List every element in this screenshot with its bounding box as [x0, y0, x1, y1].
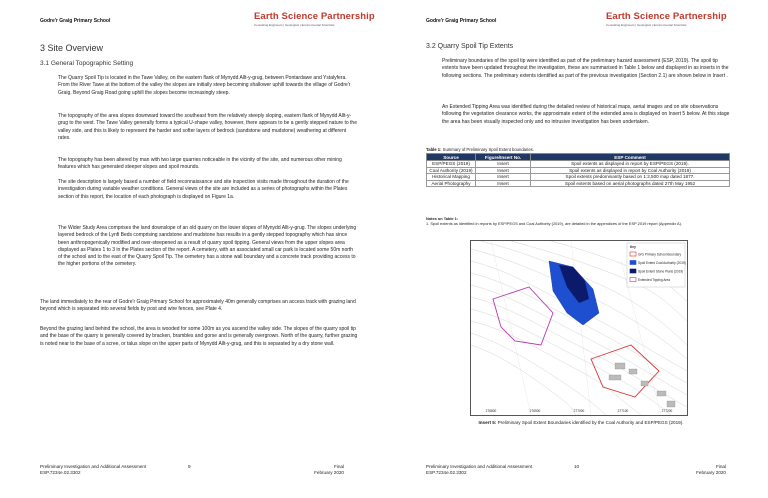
table-cell: Spoil extents as displayed in report by Coal Authority (2019) [531, 167, 730, 174]
subsection-title: 3.1 General Topographic Setting [40, 60, 134, 67]
paragraph: Preliminary boundaries of the spoil tip were identified as part of the preliminary hazard assessment (ESP, 2019). The spoil tip extents have been updated throughout the investigation, these are summarised in Table 1 below and displayed in as inserts in the following sections. The preliminary extents identified as part of the previous investigation (Section 2.1) are shown below in Insert . [442, 58, 729, 79]
paragraph: The land immediately to the rear of Godre'r Graig Primary School for approximately 40m generally comprises an access track with grazing land beyond which is separated into several fields by post and wire fences, see Plate 4. [40, 299, 356, 313]
paragraph: The topography of the area slopes downward toward the southeast from the relatively steeply sloping, eastern flank of Mynydd Allt-y-grug to the west. The Tawe Valley generally forms a typical U-shape valley, however, there appears to be a gently stepped nature to the valley side, and this is likely to represent the harder and softer layers of bedrock (sandstone and mudstone) weathering at different rates. [58, 113, 357, 141]
table-header-cell: ESP Comment [531, 154, 730, 161]
table-row [427, 161, 730, 168]
table-cell: Insert [476, 180, 531, 187]
logo-tagline: Consulting Engineers | Geologists | Environmental Scientists [254, 23, 335, 27]
spoil-extent-table [426, 153, 730, 187]
table-cell: Aerial Photography [427, 180, 476, 187]
map-key-label: Spoil Extent Stone Plans (2019) [638, 269, 684, 274]
footer-report-title: Preliminary Investigation and Additional Assessment [426, 464, 533, 469]
map-axis-tick-label: 276900 [529, 409, 541, 413]
footer-report-ref: ESP.7234e.02.3302 [40, 470, 81, 475]
map-key-label: Extended Tipping Area [638, 278, 671, 282]
page-number: 10 [574, 464, 580, 469]
table-cell: Insert [476, 174, 531, 181]
map-axis-tick-label: 277100 [617, 409, 629, 413]
table-cell: ESP/PEGS (2019) [427, 161, 476, 168]
paragraph: The Quarry Spoil Tip is located in the Tawe Valley, on the eastern flank of Mynydd Allt-y-grug, between Pontardawe and Ystalyfera. From the River Tawe at the bottom of the valley the slopes are initially steep becoming shallower uphill towards the village of Godre'r Graig. Beyond Graig Road going uphill the slopes become increasingly steep. [58, 75, 351, 96]
map-axis-tick-label: 277200 [661, 409, 673, 413]
table-cell: Coal Authority (2019) [427, 167, 476, 174]
map-key-label: GrG Primary School Boundary [638, 252, 682, 257]
footer-report-ref: ESP.7234e.02.3302 [426, 470, 467, 475]
extended-tipping-area-outline [493, 287, 553, 345]
table-cell: Historical Mapping [427, 174, 476, 181]
company-logo [606, 11, 727, 27]
footer-status: Final [716, 464, 726, 469]
logo-company-name: Earth Science Partnership [606, 11, 727, 22]
paragraph: Beyond the grazing land behind the school, the area is wooded for some 100m as you ascend the valley side. The slopes of the quarry spoil tip and the base of the quarry is generally covered by bracken, brambles and gorse and is generally overgrown. North of the quarry, further grazing is noted near to the base of a scree, or talus slope on the upper parts of Mynydd Allt-y-grug, and this is separated by a dry stone wall. [40, 326, 358, 347]
footer-date: February 2020 [314, 470, 344, 475]
table-cell: Spoil extents based on aerial photographs dated 27th May 1952 [531, 180, 730, 187]
map-key-title: Key [630, 245, 636, 249]
logo-tagline: Consulting Engineers | Geologists | Environmental Scientists [606, 23, 687, 27]
map-axis-ticks [486, 409, 673, 413]
paragraph: The Wider Study Area comprises the land downslope of an old quarry on the lower slopes of Mynydd Allt-y-grug. The slopes underlying layered bedrock of the Lynfi Beds comprising sandstone and mudstone has results in a gently stepped topography which has since been anthropogenically modified and over-steepened as a result of quarry spoil tipping. General views from the upper slopes area displayed as Plates 1 to 3 in the Plates section of the report. A cemetery, with an associated small car park is located some 50m north of the school and to the east of the Quarry Spoil Tip. The cemetery has a stone wall boundary and a concrete track providing access to the higher portions of the cemetery. [58, 225, 357, 268]
table-header-row [427, 154, 730, 161]
table-header-cell: Figure/Insert No. [476, 154, 531, 161]
page-number: 9 [188, 464, 191, 469]
map-key [627, 243, 686, 287]
table-caption-label: Table 1: [426, 147, 442, 152]
table-notes [426, 217, 730, 227]
footer-right [314, 464, 344, 476]
subsection-title: 3.2 Quarry Spoil Tip Extents [426, 43, 514, 50]
map-key-swatch [630, 269, 636, 273]
map-graphic [471, 241, 687, 415]
table-cell: Insert [476, 161, 531, 168]
table-cell: Insert [476, 167, 531, 174]
header-school-name: Godre'r Graig Primary School [426, 18, 497, 24]
table-row [427, 180, 730, 187]
logo-company-name: Earth Science Partnership [254, 11, 375, 22]
table-row [427, 174, 730, 181]
footer-right [696, 464, 726, 476]
map-key-swatch [630, 261, 636, 265]
right-page [384, 0, 768, 498]
table-caption-text: Summary of Preliminary Spoil Extent boundaries. [441, 147, 534, 152]
notes-title: Notes on Table 1: [426, 216, 459, 221]
footer-left [426, 464, 532, 476]
paragraph: An Extended Tipping Area was identified during the detailed review of historical maps, aerial images and on site observations following the vegetation clearance works, the approximate extent of the extended area is displayed on Insert 5 below. At this stage the area has been visually inspected only and no intrusive investigation has been undertaken. [442, 104, 730, 125]
table-header-cell: Source [427, 154, 476, 161]
map-axis-tick-label: 277000 [573, 409, 585, 413]
footer-status: Final [334, 464, 344, 469]
header-school-name: Godre'r Graig Primary School [40, 18, 111, 24]
insert-caption-text: Preliminary Spoil Extent Boundaries identified by the Coal Authority and ESP/PEGS (2019). [496, 420, 684, 425]
paragraph: The site description is largely based a number of field reconnaissance and site inspection visits made throughout the duration of the investigation during variable weather conditions. General views of the site are included as a series of photographs within the Plates section of this report, the location of each photograph is displayed on Figure 1a. [58, 179, 349, 200]
notes-text: 1. Spoil extents as identified in reports by ESP/PEGS and Coal Authority (2019), are detailed in the appendices of the ESP 2019 report (Appendix A). [426, 220, 683, 226]
table-cell: Spoil extents as displayed in report by ESP/PEGS (2019). [531, 161, 730, 168]
table-caption [426, 147, 534, 152]
footer-left [40, 464, 146, 476]
insert-label: Insert 5: [478, 420, 497, 425]
spoil-extent-map [470, 240, 688, 416]
map-key-label: Spoil Extent Coal Authority (2019) [638, 261, 686, 265]
footer-report-title: Preliminary Investigation and Additional Assessment [40, 464, 147, 469]
footer-date: February 2020 [696, 470, 726, 475]
company-logo [254, 11, 375, 27]
paragraph: The topography has been altered by man with two large quarries noticeable in the vicinity of the site, and numerous other mining features which has generated steeper slopes and spoil mounds. [58, 157, 342, 171]
table-row [427, 167, 730, 174]
map-axis-tick-label: 276800 [485, 409, 497, 413]
insert-caption [476, 420, 686, 426]
section-title: 3 Site Overview [40, 43, 104, 53]
table-cell: Spoil extents predominantly based on 1:2,500 map dated 1877. [531, 174, 730, 181]
